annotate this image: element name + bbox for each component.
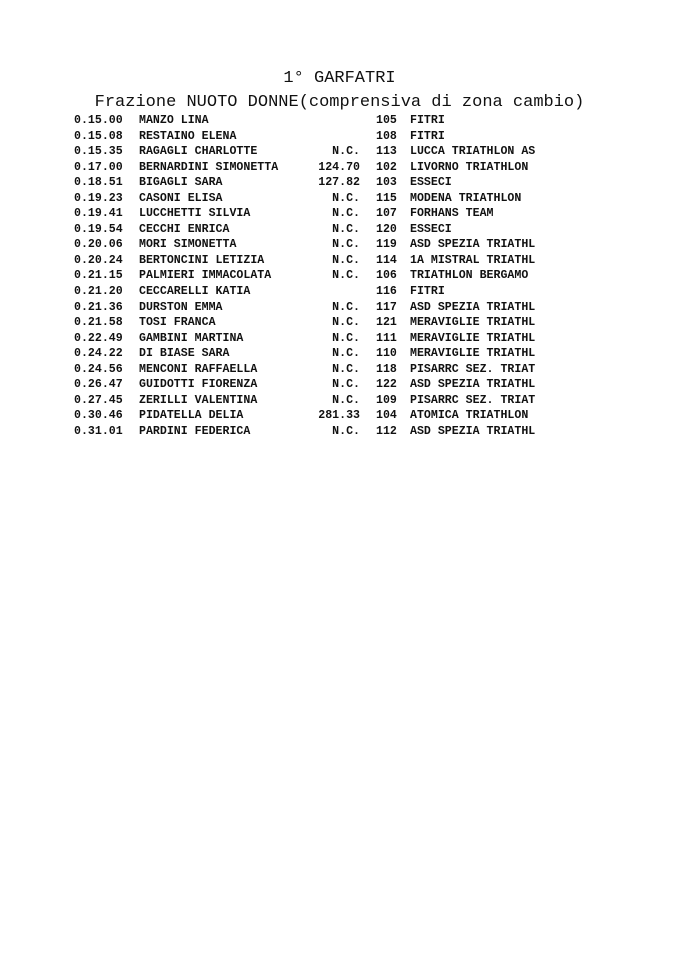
athlete-name: PARDINI FEDERICA bbox=[139, 424, 251, 438]
team-name: ASD SPEZIA TRIATHL bbox=[410, 378, 536, 392]
result-score: N.C. bbox=[332, 331, 360, 345]
team-name: MERAVIGLIE TRIATHL bbox=[410, 347, 536, 361]
athlete-name: ZERILLI VALENTINA bbox=[139, 393, 258, 407]
athlete-name: MANZO LINA bbox=[139, 114, 209, 127]
result-row bbox=[0, 284, 679, 300]
team-name: ESSECI bbox=[410, 222, 452, 236]
athlete-name: GUIDOTTI FIORENZA bbox=[139, 378, 258, 392]
bib-number: 115 bbox=[376, 191, 397, 205]
bib-number: 120 bbox=[376, 222, 397, 236]
result-time: 0.24.22 bbox=[74, 347, 123, 361]
result-time: 0.31.01 bbox=[74, 424, 123, 438]
results-list bbox=[0, 113, 679, 439]
result-score: N.C. bbox=[332, 300, 360, 314]
team-name: ASD SPEZIA TRIATHL bbox=[410, 424, 536, 438]
bib-number: 103 bbox=[376, 176, 397, 190]
result-score: N.C. bbox=[332, 207, 360, 221]
athlete-name: RAGAGLI CHARLOTTE bbox=[139, 145, 258, 159]
athlete-name: BERTONCINI LETIZIA bbox=[139, 253, 265, 267]
athlete-name: GAMBINI MARTINA bbox=[139, 331, 244, 345]
result-score: N.C. bbox=[332, 362, 360, 376]
result-row bbox=[0, 253, 679, 269]
result-row bbox=[0, 113, 679, 129]
team-name: ATOMICA TRIATHLON bbox=[410, 409, 529, 423]
team-name: LIVORNO TRIATHLON bbox=[410, 160, 529, 174]
bib-number: 111 bbox=[376, 331, 397, 345]
bib-number: 116 bbox=[376, 285, 397, 299]
bib-number: 104 bbox=[376, 409, 397, 423]
athlete-name: PALMIERI IMMACOLATA bbox=[139, 269, 272, 283]
athlete-name: CASONI ELISA bbox=[139, 191, 223, 205]
bib-number: 102 bbox=[376, 160, 397, 174]
result-score: N.C. bbox=[332, 222, 360, 236]
result-score: N.C. bbox=[332, 253, 360, 267]
result-row bbox=[0, 346, 679, 362]
bib-number: 122 bbox=[376, 378, 397, 392]
bib-number: 112 bbox=[376, 424, 397, 438]
result-time: 0.30.46 bbox=[74, 409, 123, 423]
result-time: 0.18.51 bbox=[74, 176, 123, 190]
result-time: 0.22.49 bbox=[74, 331, 123, 345]
result-row bbox=[0, 268, 679, 284]
result-time: 0.19.23 bbox=[74, 191, 123, 205]
result-row bbox=[0, 129, 679, 145]
result-score: N.C. bbox=[332, 424, 360, 438]
athlete-name: CECCHI ENRICA bbox=[139, 222, 230, 236]
bib-number: 108 bbox=[376, 129, 397, 143]
result-score: N.C. bbox=[332, 191, 360, 205]
athlete-name: LUCCHETTI SILVIA bbox=[139, 207, 251, 221]
team-name: FITRI bbox=[410, 129, 445, 143]
result-time: 0.19.41 bbox=[74, 207, 123, 221]
result-row bbox=[0, 408, 679, 424]
team-name: MODENA TRIATHLON bbox=[410, 191, 522, 205]
result-row bbox=[0, 331, 679, 347]
result-time: 0.15.00 bbox=[74, 114, 123, 127]
team-name: FITRI bbox=[410, 285, 445, 299]
result-score: N.C. bbox=[332, 393, 360, 407]
result-row bbox=[0, 300, 679, 316]
team-name: 1A MISTRAL TRIATHL bbox=[410, 253, 536, 267]
page-title: 1° GARFATRI bbox=[283, 69, 396, 88]
result-score: N.C. bbox=[332, 145, 360, 159]
result-time: 0.21.58 bbox=[74, 316, 123, 330]
bib-number: 109 bbox=[376, 393, 397, 407]
athlete-name: TOSI FRANCA bbox=[139, 316, 216, 330]
result-row bbox=[0, 377, 679, 393]
result-score: 124.70 bbox=[318, 160, 360, 174]
result-row bbox=[0, 393, 679, 409]
result-row bbox=[0, 160, 679, 176]
athlete-name: DI BIASE SARA bbox=[139, 347, 230, 361]
result-time: 0.20.24 bbox=[74, 253, 123, 267]
team-name: MERAVIGLIE TRIATHL bbox=[410, 316, 536, 330]
result-row bbox=[0, 222, 679, 238]
result-score: N.C. bbox=[332, 378, 360, 392]
bib-number: 106 bbox=[376, 269, 397, 283]
athlete-name: PIDATELLA DELIA bbox=[139, 409, 244, 423]
result-time: 0.21.36 bbox=[74, 300, 123, 314]
result-row bbox=[0, 144, 679, 160]
bib-number: 121 bbox=[376, 316, 397, 330]
result-time: 0.15.35 bbox=[74, 145, 123, 159]
result-score: N.C. bbox=[332, 238, 360, 252]
team-name: TRIATHLON BERGAMO bbox=[410, 269, 529, 283]
result-time: 0.17.00 bbox=[74, 160, 123, 174]
result-time: 0.19.54 bbox=[74, 222, 123, 236]
bib-number: 114 bbox=[376, 253, 397, 267]
result-time: 0.15.08 bbox=[74, 129, 123, 143]
result-row bbox=[0, 362, 679, 378]
team-name: MERAVIGLIE TRIATHL bbox=[410, 331, 536, 345]
team-name: ESSECI bbox=[410, 176, 452, 190]
result-time: 0.27.45 bbox=[74, 393, 123, 407]
result-time: 0.21.15 bbox=[74, 269, 123, 283]
athlete-name: MENCONI RAFFAELLA bbox=[139, 362, 258, 376]
result-row bbox=[0, 237, 679, 253]
team-name: ASD SPEZIA TRIATHL bbox=[410, 300, 536, 314]
team-name: ASD SPEZIA TRIATHL bbox=[410, 238, 536, 252]
bib-number: 117 bbox=[376, 300, 397, 314]
bib-number: 113 bbox=[376, 145, 397, 159]
result-time: 0.26.47 bbox=[74, 378, 123, 392]
athlete-name: BERNARDINI SIMONETTA bbox=[139, 160, 279, 174]
bib-number: 110 bbox=[376, 347, 397, 361]
bib-number: 107 bbox=[376, 207, 397, 221]
bib-number: 119 bbox=[376, 238, 397, 252]
athlete-name: RESTAINO ELENA bbox=[139, 129, 237, 143]
result-row bbox=[0, 175, 679, 191]
team-name: PISARRC SEZ. TRIAT bbox=[410, 362, 536, 376]
athlete-name: BIGAGLI SARA bbox=[139, 176, 223, 190]
result-time: 0.21.20 bbox=[74, 285, 123, 299]
result-score: 127.82 bbox=[318, 176, 360, 190]
result-row bbox=[0, 191, 679, 207]
bib-number: 105 bbox=[376, 114, 397, 127]
result-row bbox=[0, 315, 679, 331]
team-name: FORHANS TEAM bbox=[410, 207, 494, 221]
result-score: N.C. bbox=[332, 316, 360, 330]
bib-number: 118 bbox=[376, 362, 397, 376]
result-score: N.C. bbox=[332, 269, 360, 283]
athlete-name: DURSTON EMMA bbox=[139, 300, 223, 314]
result-score: N.C. bbox=[332, 347, 360, 361]
result-time: 0.20.06 bbox=[74, 238, 123, 252]
result-time: 0.24.56 bbox=[74, 362, 123, 376]
result-row bbox=[0, 206, 679, 222]
result-row bbox=[0, 424, 679, 440]
result-score: 281.33 bbox=[318, 409, 360, 423]
page-subtitle: Frazione NUOTO DONNE(comprensiva di zona cambio) bbox=[94, 93, 585, 112]
athlete-name: CECCARELLI KATIA bbox=[139, 285, 251, 299]
team-name: LUCCA TRIATHLON AS bbox=[410, 145, 536, 159]
athlete-name: MORI SIMONETTA bbox=[139, 238, 237, 252]
team-name: FITRI bbox=[410, 114, 445, 127]
team-name: PISARRC SEZ. TRIAT bbox=[410, 393, 536, 407]
